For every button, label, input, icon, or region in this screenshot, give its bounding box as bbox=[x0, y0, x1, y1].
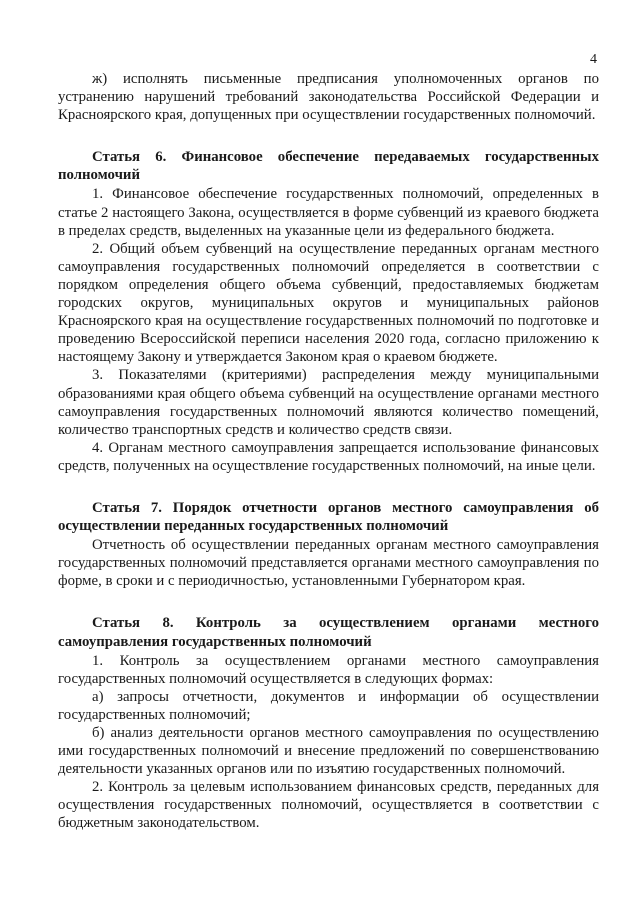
article-6-paragraph-1: 1. Финансовое обеспечение государственных полномочий, определенных в статье 2 настоящего Закона, осуществляется в форме субвенций из краевого бюджета в пределах средств, выделенных на указанные цели из федерального бюджета. bbox=[58, 186, 599, 239]
article-6-paragraph-4: 4. Органам местного самоуправления запрещается использование финансовых средств, полученных на осуществление государственных полномочий, на иные цели. bbox=[58, 439, 599, 474]
article-6-paragraph-3: 3. Показателями (критериями) распределения между муниципальными образованиями края общего объема субвенций на осуществление органами местного самоуправления государственных полномочий являются количество помещений, количество транспортных средств и количество средств связи. bbox=[58, 367, 599, 438]
article-6 bbox=[58, 148, 599, 475]
article-6-paragraph-2: 2. Общий объем субвенций на осуществление переданных органам местного самоуправления государственных полномочий определяется в соответствии с порядком определения общего объема субвенций, предоставляемых бюджетам городских округов, муниципальных округов и муниципальных районов Красноярского края на осуществление государственных полномочий по подготовке и проведению Всероссийской переписи населения 2020 года, согласно приложению к настоящему Закону и утверждается Законом края о краевом бюджете. bbox=[58, 240, 599, 366]
article-7 bbox=[58, 499, 599, 590]
document-body bbox=[58, 70, 599, 833]
article-8-paragraph-2: 2. Контроль за целевым использованием финансовых средств, переданных для осуществления государственных полномочий, осуществляется в соответствии с бюджетным законодательством. bbox=[58, 779, 599, 832]
article-8-item-b: б) анализ деятельности органов местного самоуправления по осуществлению ими государственных полномочий и внесение предложений по совершенствованию деятельности указанных органов или по изъятию государственных полномочий. bbox=[58, 725, 599, 778]
page-number: 4 bbox=[590, 52, 597, 67]
article-8-paragraph-1: 1. Контроль за осуществлением органами местного самоуправления государственных полномочий осуществляется в следующих формах: bbox=[58, 652, 599, 687]
article-7-title: Статья 7. Порядок отчетности органов местного самоуправления об осуществлении переданных государственных полномочий bbox=[58, 499, 599, 535]
article-7-paragraph-1: Отчетность об осуществлении переданных органам местного самоуправления государственных полномочий представляется органами местного самоуправления по форме, в сроки и с периодичностью, установленными Губернатором края. bbox=[58, 537, 599, 590]
article-8 bbox=[58, 614, 599, 832]
clause-zh-paragraph: ж) исполнять письменные предписания уполномоченных органов по устранению нарушений требований законодательства Российской Федерации и Красноярского края, допущенных при осуществлении государственных полномочий. bbox=[58, 71, 599, 124]
article-8-title: Статья 8. Контроль за осуществлением органами местного самоуправления государственных полномочий bbox=[58, 615, 599, 650]
article-6-title: Статья 6. Финансовое обеспечение передаваемых государственных полномочий bbox=[58, 149, 599, 184]
article-8-item-a: а) запросы отчетности, документов и информации об осуществлении государственных полномочий; bbox=[58, 688, 599, 723]
